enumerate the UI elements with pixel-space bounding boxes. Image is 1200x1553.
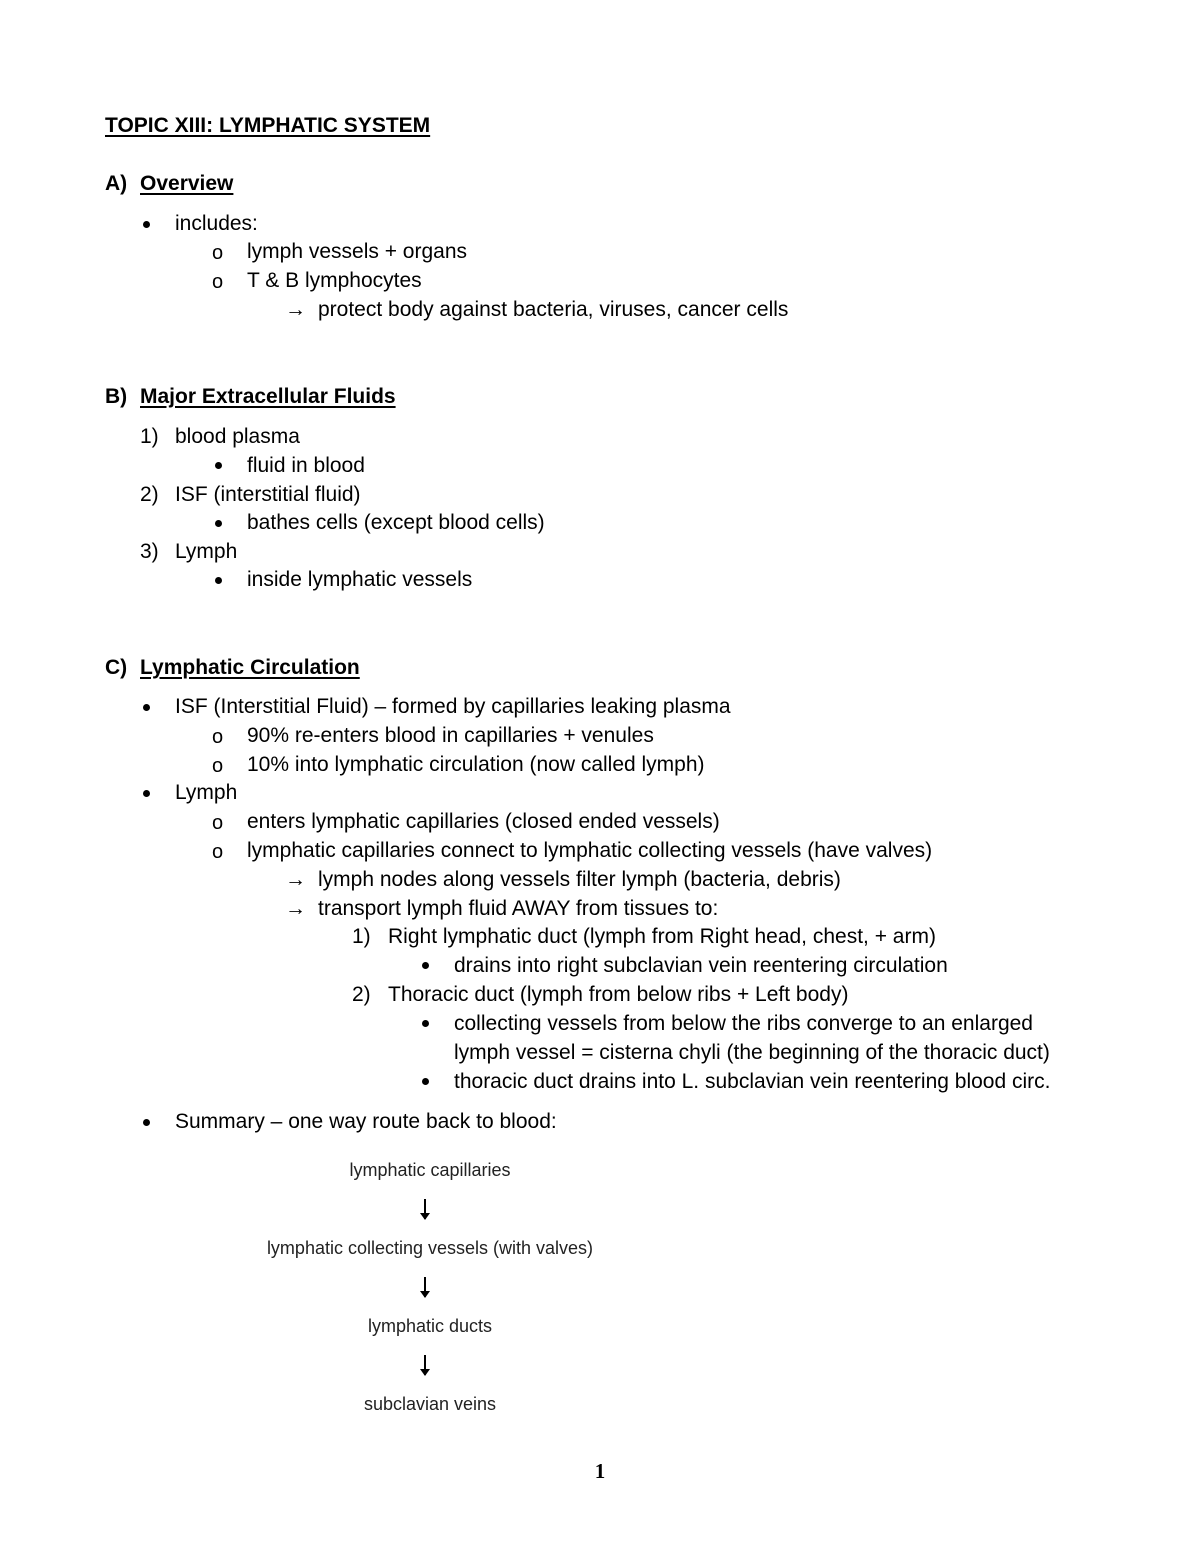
down-arrow-icon xyxy=(424,1199,426,1219)
right-lymphatic-duct: Right lymphatic duct (lymph from Right head, chest, + arm) xyxy=(388,925,936,948)
thoracic-drains: thoracic duct drains into L. subclavian vein reentering blood circ. xyxy=(454,1070,1051,1093)
isf-reenters: 90% re-enters blood in capillaries + venules xyxy=(247,724,654,747)
overview-includes: includes: xyxy=(175,212,258,235)
overview-arrow-protect: protect body against bacteria, viruses, cancer cells xyxy=(318,298,789,321)
arrow-icon: → xyxy=(285,897,306,920)
down-arrow-icon xyxy=(424,1277,426,1297)
summary-label: Summary – one way route back to blood: xyxy=(175,1110,557,1133)
fluid-isf: ISF (interstitial fluid) xyxy=(175,483,361,506)
page-title: TOPIC XIII: LYMPHATIC SYSTEM xyxy=(105,114,431,137)
isf-into-lymphatic: 10% into lymphatic circulation (now called lymph) xyxy=(247,753,705,776)
flow-step-ducts: lymphatic ducts xyxy=(367,1316,493,1336)
section-b-marker: B) xyxy=(105,385,128,408)
list-number: 2) xyxy=(352,983,371,1006)
lymph-enters: enters lymphatic capillaries (closed ended vessels) xyxy=(247,810,720,833)
flow-step-subclavian: subclavian veins xyxy=(363,1394,497,1414)
section-b-heading: Major Extracellular Fluids xyxy=(140,385,396,408)
bullet-icon xyxy=(422,1020,429,1027)
lymph-capillaries-connect: lymphatic capillaries connect to lymphatic collecting vessels (have valves) xyxy=(247,839,933,862)
overview-item-vessels: lymph vessels + organs xyxy=(247,240,468,263)
flow-step-collecting: lymphatic collecting vessels (with valves) xyxy=(266,1238,594,1258)
thoracic-collecting-line2: lymph vessel = cisterna chyli (the beginning of the thoracic duct) xyxy=(454,1041,1050,1064)
circle-bullet-icon: o xyxy=(212,812,224,834)
list-number: 1) xyxy=(140,425,159,448)
thoracic-collecting-line1: collecting vessels from below the ribs converge to an enlarged xyxy=(454,1012,1033,1035)
bullet-icon xyxy=(143,1119,150,1126)
section-c-heading: Lymphatic Circulation xyxy=(140,656,360,679)
arrow-icon: → xyxy=(285,298,306,321)
fluid-isf-desc: bathes cells (except blood cells) xyxy=(247,511,545,534)
list-number: 2) xyxy=(140,483,159,506)
lymph-transport: transport lymph fluid AWAY from tissues to: xyxy=(318,897,719,920)
down-arrow-icon xyxy=(424,1355,426,1375)
fluid-blood-plasma: blood plasma xyxy=(175,425,300,448)
lymph-label: Lymph xyxy=(175,781,238,804)
lymph-nodes-filter: lymph nodes along vessels filter lymph (bacteria, debris) xyxy=(318,868,841,891)
fluid-lymph: Lymph xyxy=(175,540,238,563)
section-a-heading: Overview xyxy=(140,172,234,195)
page-number: 1 xyxy=(594,1459,606,1483)
isf-formed: ISF (Interstitial Fluid) – formed by capillaries leaking plasma xyxy=(175,695,731,718)
bullet-icon xyxy=(215,577,222,584)
flow-step-capillaries: lymphatic capillaries xyxy=(349,1160,511,1180)
bullet-icon xyxy=(143,704,150,711)
list-number: 3) xyxy=(140,540,159,563)
right-duct-drains: drains into right subclavian vein reentering circulation xyxy=(454,954,948,977)
circle-bullet-icon: o xyxy=(212,841,224,863)
fluid-lymph-desc: inside lymphatic vessels xyxy=(247,568,473,591)
bullet-icon xyxy=(143,221,150,228)
circle-bullet-icon: o xyxy=(212,271,224,293)
bullet-icon xyxy=(215,520,222,527)
arrow-icon: → xyxy=(285,868,306,891)
list-number: 1) xyxy=(352,925,371,948)
bullet-icon xyxy=(422,962,429,969)
fluid-blood-plasma-desc: fluid in blood xyxy=(247,454,365,477)
section-c-marker: C) xyxy=(105,656,128,679)
thoracic-duct: Thoracic duct (lymph from below ribs + Left body) xyxy=(388,983,849,1006)
bullet-icon xyxy=(143,790,150,797)
circle-bullet-icon: o xyxy=(212,726,224,748)
bullet-icon xyxy=(215,462,222,469)
bullet-icon xyxy=(422,1078,429,1085)
overview-item-lymphocytes: T & B lymphocytes xyxy=(247,269,422,292)
section-a-marker: A) xyxy=(105,172,128,195)
circle-bullet-icon: o xyxy=(212,755,224,777)
circle-bullet-icon: o xyxy=(212,242,224,264)
